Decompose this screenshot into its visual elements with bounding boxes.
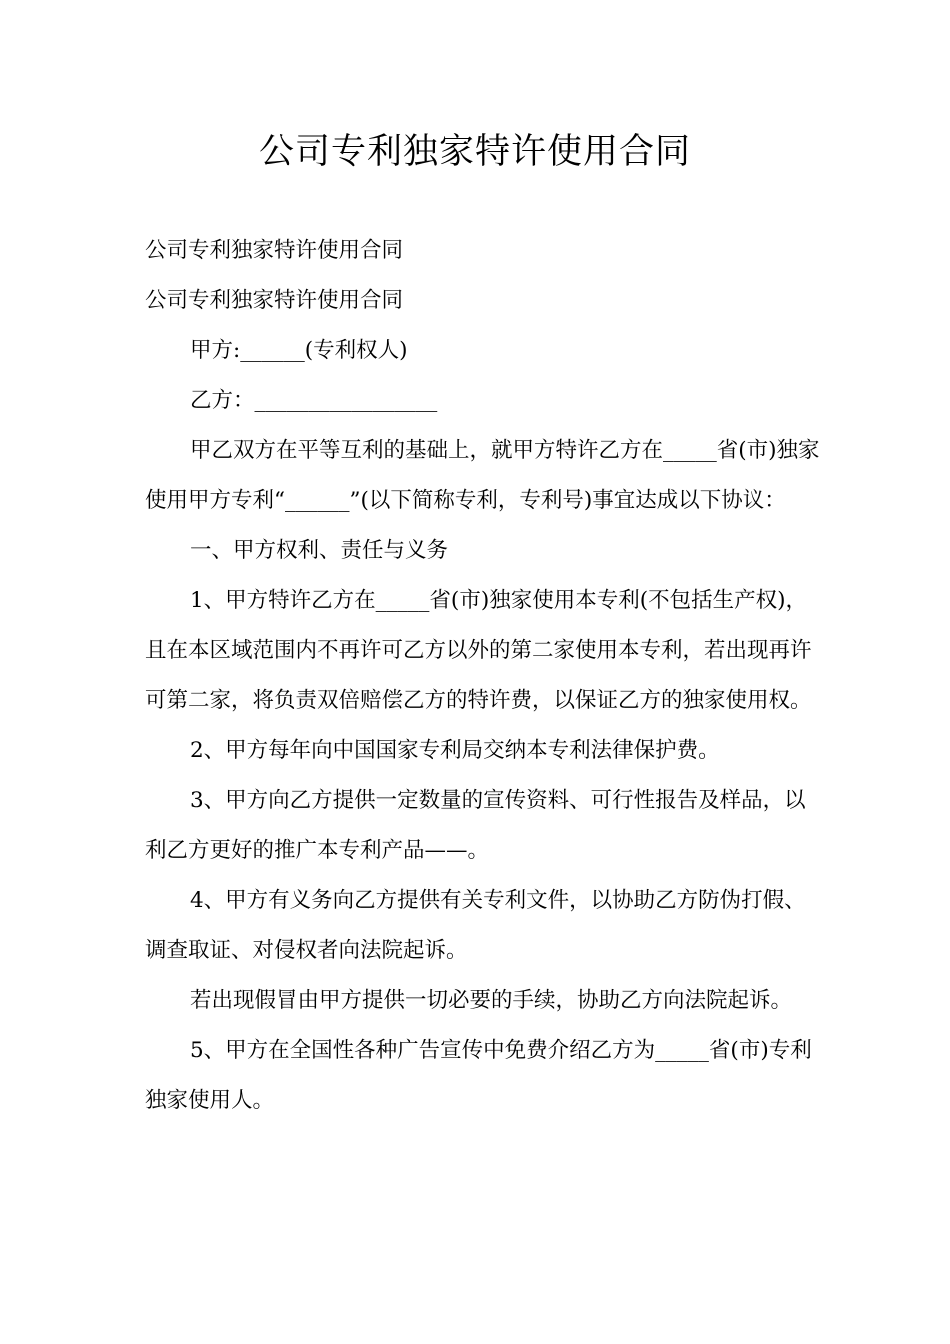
clause-5: 5、甲方在全国性各种广告宣传中免费介绍乙方为_____省(市)专利独家使用人。: [145, 1038, 812, 1113]
paragraph-subtitle-2: 公司专利独家特许使用合同: [145, 288, 404, 313]
section-heading-1: 一、甲方权利、责任与义务: [190, 538, 449, 563]
paragraph-party-b: 乙方：_________________: [190, 388, 438, 413]
paragraph-party-a: 甲方:______(专利权人): [190, 338, 408, 363]
document-title: 公司专利独家特许使用合同: [258, 132, 691, 172]
clause-2: 2、甲方每年向中国国家专利局交纳本专利法律保护费。: [190, 738, 720, 763]
clause-4-note: 若出现假冒由甲方提供一切必要的手续，协助乙方向法院起诉。: [190, 988, 793, 1013]
paragraph-subtitle-1: 公司专利独家特许使用合同: [145, 238, 404, 263]
document-body: [145, 226, 825, 1126]
clause-1: 1、甲方特许乙方在_____省(市)独家使用本专利(不包括生产权)，且在本区域范围内不再许可乙方以外的第二家使用本专利，若出现再许可第二家，将负责双倍赔偿乙方的特许费，以保证乙方的独家使用权。: [145, 588, 812, 713]
clause-4: 4、甲方有义务向乙方提供有关专利文件，以协助乙方防伪打假、调查取证、对侵权者向法院起诉。: [145, 888, 806, 963]
paragraph-preamble: 甲乙双方在平等互利的基础上，就甲方特许乙方在_____省(市)独家使用甲方专利“______”(以下简称专利，专利号)事宜达成以下协议：: [145, 438, 820, 513]
clause-3: 3、甲方向乙方提供一定数量的宣传资料、可行性报告及样品，以利乙方更好的推广本专利产品——。: [145, 788, 806, 863]
